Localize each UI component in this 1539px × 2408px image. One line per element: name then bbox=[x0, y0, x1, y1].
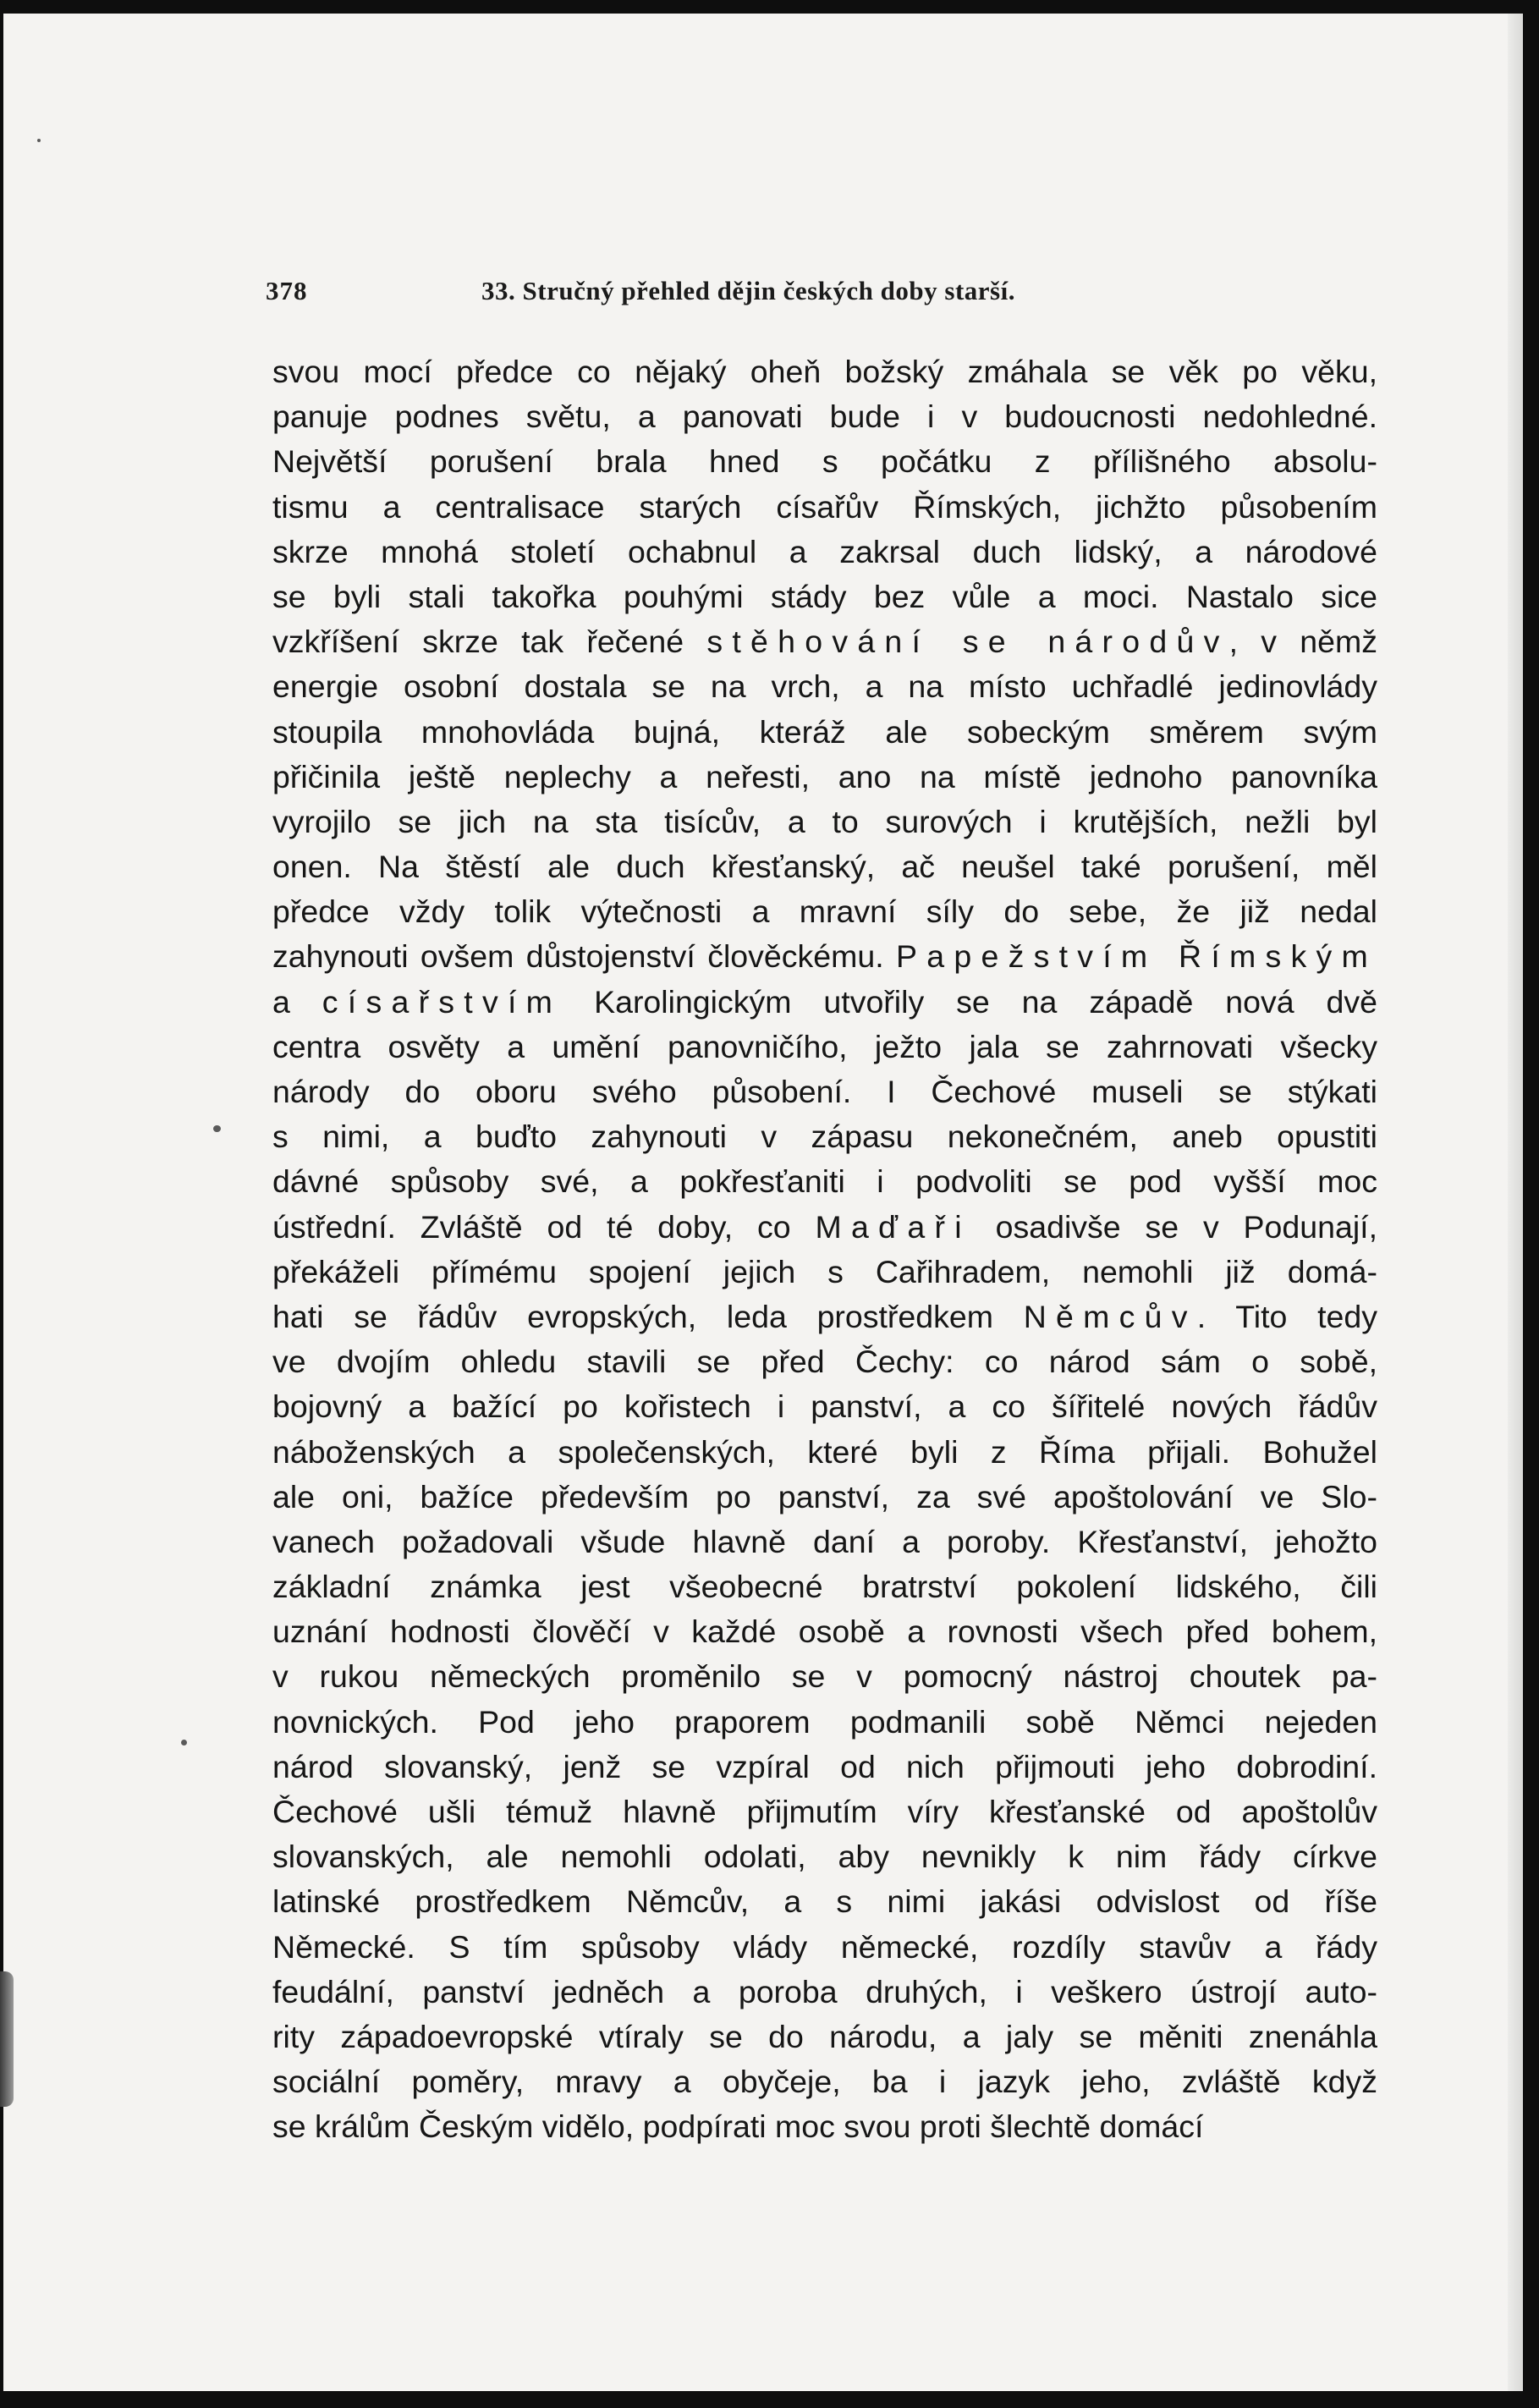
text-line: tismu a centralisace starých císařův Římských, jichžto působením bbox=[272, 488, 1377, 525]
text-line: základní známka jest všeobecné bratrství pokolení lidského, čili bbox=[272, 1569, 1377, 1605]
text-line: s nimi, a buďto zahynouti v zápasu nekonečném, aneb opustiti bbox=[272, 1119, 1377, 1155]
text-line: ve dvojím ohledu stavili se před Čechy: co národ sám o sobě, bbox=[272, 1344, 1377, 1380]
text-line: náboženských a společenských, které byli z Říma přijali. Bohužel bbox=[272, 1433, 1377, 1470]
text-line: se byli stali takořka pouhými stády bez vůle a moci. Nastalo sice bbox=[272, 578, 1377, 614]
page-edge-shadow bbox=[1508, 14, 1523, 2391]
text-line: onen. Na štěstí ale duch křesťanský, ač neušel také porušení, měl bbox=[272, 849, 1377, 885]
line-segment: Karolingickým utvořily se na západě nová dvě bbox=[562, 983, 1377, 1020]
text-line: novnických. Pod jeho praporem podmanili sobě Němci nejeden bbox=[272, 1703, 1377, 1740]
text-line: skrze mnohá století ochabnul a zakrsal duch lidský, a národové bbox=[272, 533, 1377, 569]
page-header bbox=[266, 276, 1161, 313]
text-line bbox=[272, 934, 1377, 979]
text-line: latinské prostředkem Němcův, a s nimi jakási odvislost od říše bbox=[272, 1883, 1377, 1920]
text-line: sociální poměry, mravy a obyčeje, ba i jazyk jeho, zvláště když bbox=[272, 2064, 1377, 2100]
text-line: v rukou německých proměnilo se v pomocný nástroj choutek pa- bbox=[272, 1658, 1377, 1695]
book-page bbox=[3, 14, 1523, 2391]
line-segment: . Tito tedy bbox=[1196, 1298, 1377, 1334]
text-line: vyrojilo se jich na sta tisícův, a to surových i krutějších, nežli byl bbox=[272, 803, 1377, 839]
text-line: Největší porušení brala hned s počátku z přílišného absolu- bbox=[272, 443, 1377, 480]
line-segment: hati se řádův evropských, leda prostředkem bbox=[272, 1298, 1024, 1334]
text-line: panuje podnes světu, a panovati bude i v budoucnosti nedohledné. bbox=[272, 399, 1377, 435]
text-line: rity západoevropské vtíraly se do národu, a jaly se měniti znenáhla bbox=[272, 2018, 1377, 2054]
text-line: svou mocí předce co nějaký oheň božský zmáhala se věk po věku, bbox=[272, 354, 1377, 389]
text-line bbox=[272, 1205, 1377, 1250]
text-line: dávné spůsoby své, a pokřesťaniti i podvoliti se pod vyšší moc bbox=[272, 1163, 1377, 1200]
line-segment: osadivše se v Podunají, bbox=[970, 1208, 1378, 1245]
text-line: Německé. S tím spůsoby vlády německé, rozdíly stavův a řády bbox=[272, 1928, 1377, 1965]
page-number: 378 bbox=[266, 276, 308, 305]
line-segment: a bbox=[272, 983, 322, 1020]
line-segment: ústřední. Zvláště od té doby, co bbox=[272, 1208, 816, 1245]
text-line: předce vždy tolik výtečnosti a mravní síly do sebe, že již nedal bbox=[272, 893, 1377, 930]
text-line: centra osvěty a umění panovničího, ježto jala se zahrnovati všecky bbox=[272, 1028, 1377, 1064]
text-line: slovanských, ale nemohli odolati, aby nevnikly k nim řády církve bbox=[272, 1839, 1377, 1875]
line-segment: zahynouti ovšem důstojenství člověckému. bbox=[272, 938, 896, 975]
text-line: stoupila mnohovláda bujná, kteráž ale sobeckým směrem svým bbox=[272, 713, 1377, 750]
emphasized-term: císařstvím bbox=[322, 983, 563, 1020]
emphasized-term: stěhování se národův bbox=[706, 624, 1229, 660]
emphasized-term: Maďaři bbox=[815, 1208, 971, 1245]
text-line: se králům Českým vidělo, podpírati moc svou proti šlechtě domácí bbox=[272, 2108, 1204, 2145]
binding-edge-mark bbox=[0, 1971, 14, 2107]
text-line: bojovný a bažící po kořistech i panství, a co šířitelé nových řádův bbox=[272, 1388, 1377, 1425]
text-line: energie osobní dostala se na vrch, a na místo uchřadlé jedinovlády bbox=[272, 668, 1377, 705]
body-text bbox=[272, 349, 1377, 2150]
text-line: vanech požadovali všude hlavně daní a poroby. Křesťanství, jehožto bbox=[272, 1523, 1377, 1559]
text-line: ale oni, bažíce především po panství, za své apoštolování ve Slo- bbox=[272, 1478, 1377, 1515]
running-title: 33. Stručný přehled dějin českých doby starší. bbox=[481, 276, 1015, 305]
ink-speck bbox=[181, 1740, 187, 1746]
line-segment: , v němž bbox=[1228, 624, 1377, 660]
ink-speck bbox=[213, 1125, 221, 1132]
text-line: Čechové ušli témuž hlavně přijmutím víry křesťanské od apoštolův bbox=[272, 1794, 1377, 1829]
text-line: uznání hodnosti člověčí v každé osobě a rovnosti všech před bohem, bbox=[272, 1614, 1377, 1650]
text-line: národ slovanský, jenž se vzpíral od nich přijmouti jeho dobrodiní. bbox=[272, 1748, 1377, 1784]
text-line: feudální, panství jedněch a poroba druhých, i veškero ústrojí auto- bbox=[272, 1973, 1377, 2009]
text-line bbox=[272, 980, 1377, 1025]
text-line bbox=[272, 619, 1377, 664]
text-line: národy do oboru svého působení. I Čechové museli se stýkati bbox=[272, 1074, 1377, 1109]
text-line: překáželi přímému spojení jejich s Cařihradem, nemohli již domá- bbox=[272, 1253, 1377, 1289]
emphasized-term: Němcův bbox=[1023, 1298, 1197, 1334]
emphasized-term: Papežstvím Římským bbox=[895, 938, 1377, 975]
ink-speck bbox=[37, 139, 41, 142]
text-line bbox=[272, 1295, 1377, 1339]
line-segment: vzkříšení skrze tak řečené bbox=[272, 624, 707, 660]
text-line: přičinila ještě neplechy a neřesti, ano na místě jednoho panovníka bbox=[272, 758, 1377, 794]
